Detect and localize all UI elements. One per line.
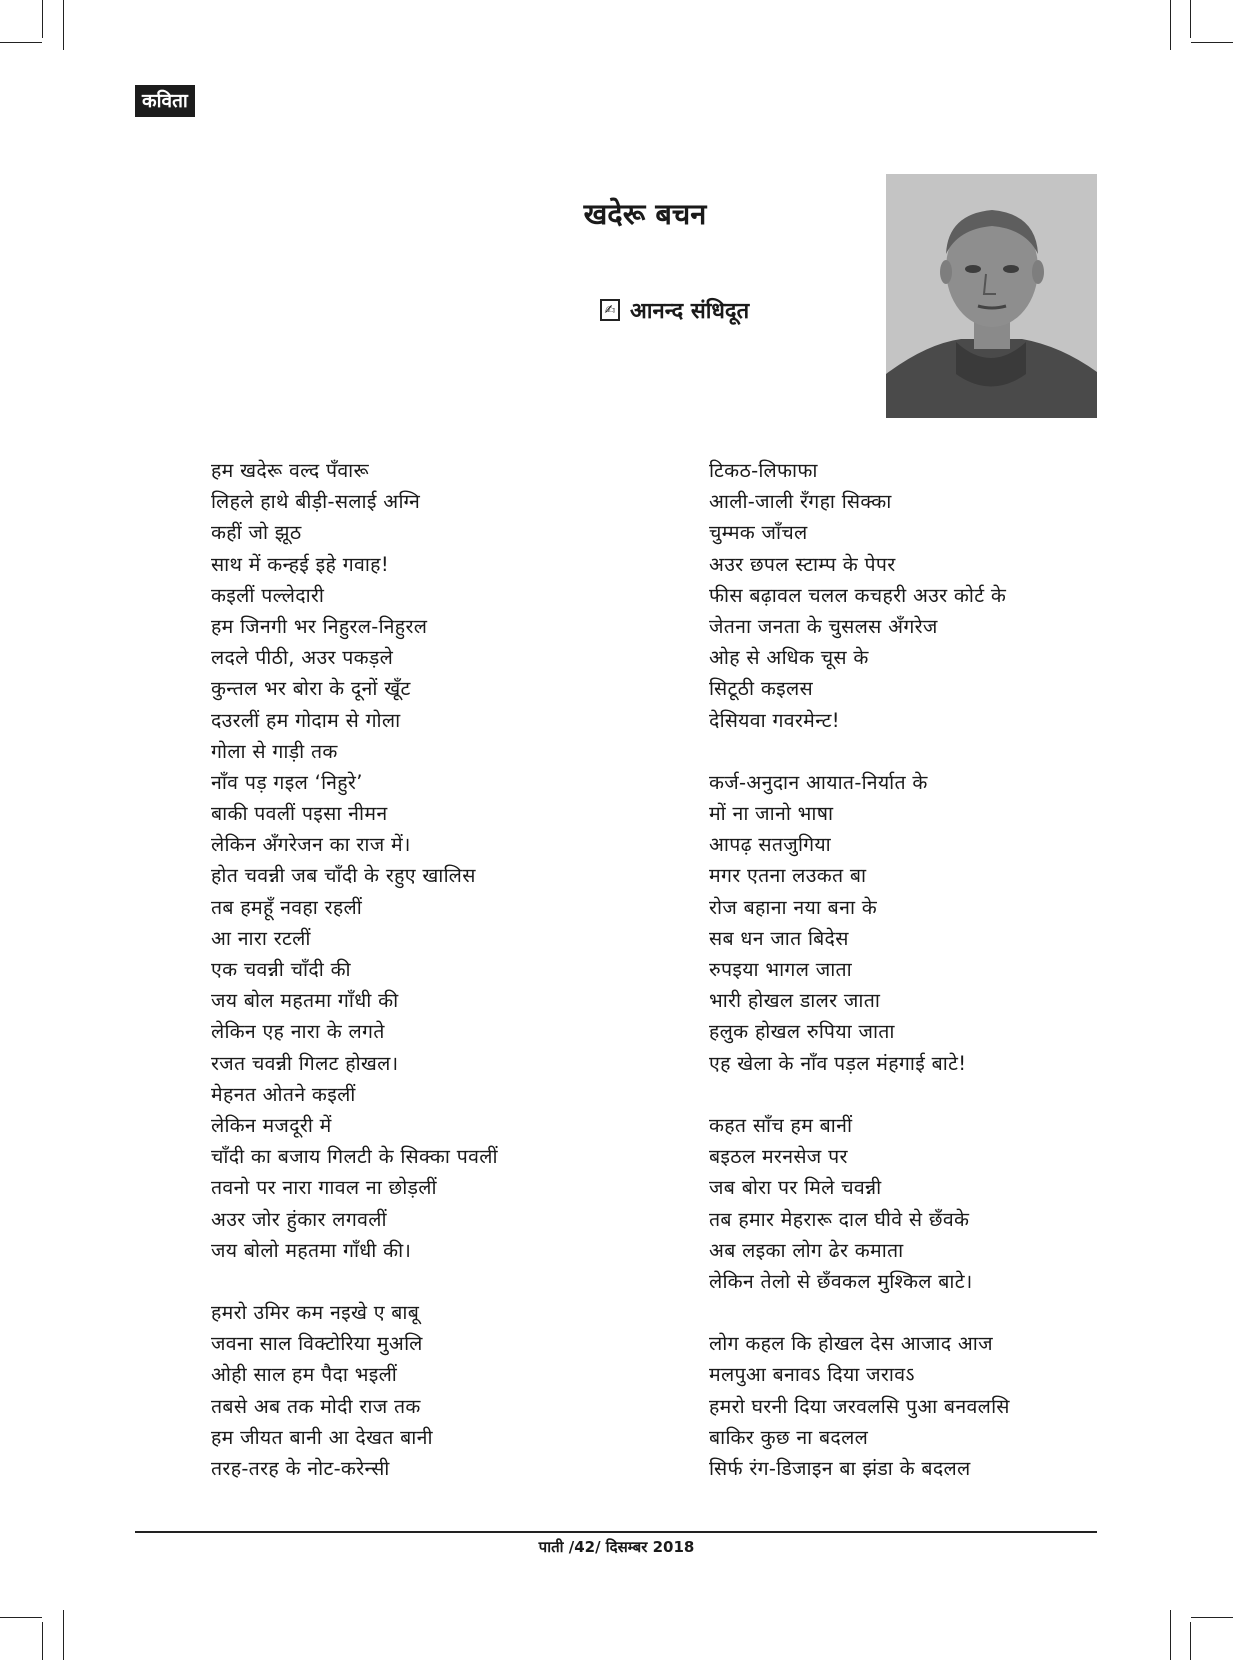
poem-line: तब हमार मेहरारू दाल घीवे से छँवके (709, 1207, 970, 1231)
poem-line: लेकिन तेलो से छँवकल मुश्किल बाटे। (709, 1269, 973, 1293)
pen-icon: ✍ (600, 299, 620, 321)
poem-line: आपढ़ सतजुगिया (709, 833, 832, 857)
poem-line: रोज बहाना नया बना के (709, 895, 878, 919)
poem-column-right (709, 455, 1179, 1484)
crop-mark (42, 0, 43, 38)
poem-line: टिकठ-लिफाफा (709, 459, 818, 482)
crop-mark (1170, 0, 1171, 50)
crop-mark (42, 1622, 43, 1660)
poem-line: अब लइका लोग ढेर कमाता (709, 1238, 904, 1262)
poem-line: तवनो पर नारा गावल ना छोड़लीं (211, 1176, 437, 1200)
poem-line: बइठल मरनसेज पर (709, 1145, 848, 1169)
poem-line: लेकिन अँगरेजन का राज में। (211, 833, 411, 857)
author-photo-illustration (886, 174, 1097, 418)
crop-mark (0, 42, 42, 43)
poem-line: देसियवा गवरमेन्ट! (709, 708, 840, 732)
crop-mark (63, 0, 64, 50)
poem-line: होत चवन्नी जब चाँदी के रहुए खालिस (211, 864, 476, 888)
poem-line: जय बोल महतमा गाँधी की (211, 989, 399, 1013)
poem-column-left (211, 455, 671, 1484)
poem-line: मों ना जानो भाषा (709, 802, 834, 826)
poem-line: लेकिन एह नारा के लगते (211, 1020, 385, 1044)
poem-line: हम खदेरू वल्द पँवारू (211, 459, 369, 482)
poem-line: रुपइया भागल जाता (709, 958, 853, 981)
stanza-break (709, 1079, 1179, 1110)
poem-line: मगर एतना लउकत बा (709, 864, 867, 888)
poem-line: जेतना जनता के चुसलस अँगरेज (709, 614, 938, 638)
crop-mark (1190, 0, 1191, 38)
poem-line: बाकी पवलीं पइसा नीमन (211, 802, 388, 826)
poem-line: चुम्मक जाँचल (709, 521, 808, 545)
stanza-break (709, 1297, 1179, 1328)
poem-line: सब धन जात बिदेस (709, 926, 849, 950)
poem-line: कइलीं पल्लेदारी (211, 583, 325, 607)
poem-line: भारी होखल डालर जाता (709, 989, 881, 1013)
author-photo (886, 174, 1097, 418)
poem-line: लेकिन मजदूरी में (211, 1113, 332, 1137)
crop-mark (1190, 1622, 1191, 1660)
poem-line: फीस बढ़ावल चलल कचहरी अउर कोर्ट के (709, 583, 1007, 607)
poem-line: कहीं जो झूठ (211, 521, 302, 545)
stanza-break (211, 1266, 671, 1297)
poem-line: एह खेला के नाँव पड़ल मंहगाई बाटे! (709, 1051, 967, 1075)
poem-line: जय बोलो महतमा गाँधी की। (211, 1238, 412, 1262)
poem-line: जवना साल विक्टोरिया मुअलि (211, 1332, 423, 1356)
poem-line: अउर जोर हुंकार लगवलीं (211, 1207, 387, 1231)
poem-line: नाँव पड़ गइल ‘निहुरे’ (211, 770, 363, 794)
poem-line: हमरो उमिर कम नइखे ए बाबू (211, 1301, 420, 1325)
stanza-break (709, 736, 1179, 767)
poem-line: सिर्फ रंग-डिजाइन बा झंडा के बदलल (709, 1457, 971, 1480)
poem-line: चाँदी का बजाय गिलटी के सिक्का पवलीं (211, 1145, 498, 1169)
footer-rule (135, 1531, 1097, 1533)
poem-line: साथ में कन्हई इहे गवाह! (211, 552, 389, 576)
poem-line: आ नारा रटलीं (211, 926, 311, 950)
poem-line: लोग कहल कि होखल देस आजाद आज (709, 1332, 993, 1356)
poem-line: गोला से गाड़ी तक (211, 739, 338, 763)
crop-mark (63, 1610, 64, 1660)
crop-mark (1191, 42, 1233, 43)
crop-mark (0, 1617, 42, 1618)
poem-line: मलपुआ बनावऽ दिया जरावऽ (709, 1363, 915, 1387)
poem-line: तरह-तरह के नोट-करेन्सी (211, 1457, 390, 1480)
poem-line: ओही साल हम पैदा भइलीं (211, 1363, 398, 1387)
author-byline (600, 295, 749, 325)
poem-line: कहत साँच हम बानीं (709, 1113, 853, 1137)
poem-line: मेहनत ओतने कइलीं (211, 1082, 356, 1106)
poem-line: जब बोरा पर मिले चवन्नी (709, 1176, 882, 1200)
poem-line: ओह से अधिक चूस के (709, 646, 869, 670)
poem-line: कर्ज-अनुदान आयात-निर्यात के (709, 770, 928, 794)
crop-mark (1191, 1617, 1233, 1618)
section-tag: कविता (135, 85, 195, 117)
poem-line: हम जीयत बानी आ देखत बानी (211, 1425, 433, 1449)
poem-line: लदले पीठी, अउर पकड़ले (211, 646, 394, 670)
poem-line: तब हमहूँ नवहा रहलीं (211, 895, 363, 919)
poem-line: कुन्तल भर बोरा के दूनों खूँट (211, 677, 411, 701)
poem-line: आली-जाली रँगहा सिक्का (709, 490, 892, 514)
poem-title: खदेरू बचन (583, 197, 707, 231)
crop-mark (1170, 1610, 1171, 1660)
poem-line: अउर छपल स्टाम्प के पेपर (709, 552, 896, 576)
poem-line: रजत चवन्नी गिलट होखल। (211, 1051, 399, 1075)
poem-line: हलुक होखल रुपिया जाता (709, 1020, 895, 1044)
poem-line: तबसे अब तक मोदी राज तक (211, 1394, 421, 1418)
poem-line: हमरो घरनी दिया जरवलसि पुआ बनवलसि (709, 1394, 1010, 1418)
poem-line: एक चवन्नी चाँदी की (211, 958, 351, 981)
page-footer: पाती /42/ दिसम्बर 2018 (538, 1538, 695, 1556)
poem-line: बाकिर कुछ ना बदलल (709, 1425, 869, 1449)
poem-line: दउरलीं हम गोदाम से गोला (211, 708, 401, 732)
poem-line: लिहले हाथे बीड़ी-सलाई अग्नि (211, 490, 421, 514)
poem-line: सिटूठी कइलस (709, 677, 813, 701)
author-name: आनन्द संधिदूत (630, 299, 750, 324)
poem-line: हम जिनगी भर निहुरल-निहुरल (211, 614, 428, 638)
